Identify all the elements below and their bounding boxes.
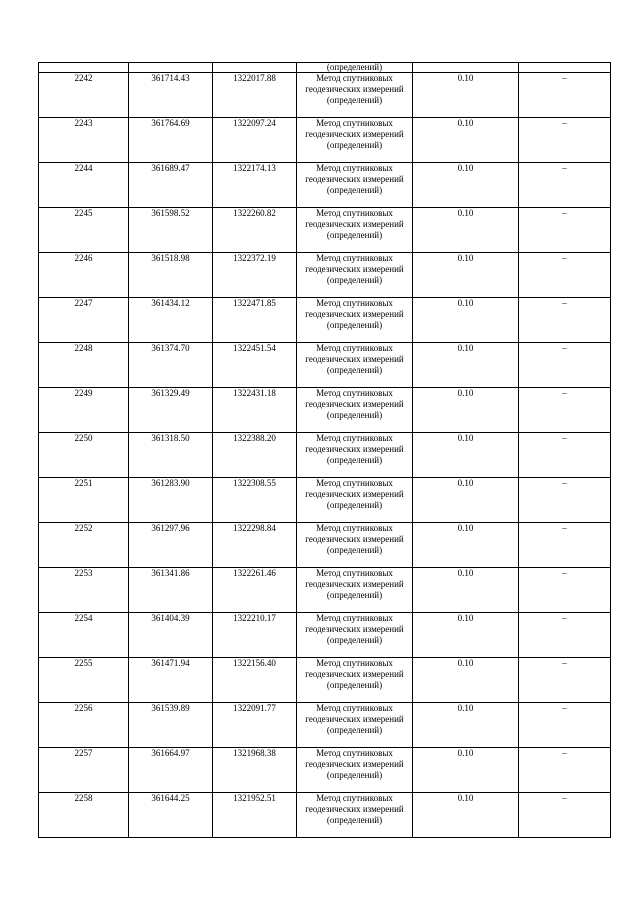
cell-x bbox=[129, 63, 213, 73]
cell-method: Метод спутниковых геодезических измерений (определений) bbox=[297, 523, 413, 568]
table-row bbox=[39, 793, 611, 838]
table-row bbox=[39, 748, 611, 793]
cell-point: 2250 bbox=[39, 433, 129, 478]
cell-point bbox=[39, 63, 129, 73]
cell-note: – bbox=[519, 568, 611, 613]
cell-method: Метод спутниковых геодезических измерений (определений) bbox=[297, 73, 413, 118]
table-row bbox=[39, 118, 611, 163]
cell-note: – bbox=[519, 748, 611, 793]
cell-note: – bbox=[519, 163, 611, 208]
cell-y: 1322388.20 bbox=[213, 433, 297, 478]
continuation-row bbox=[39, 63, 611, 73]
cell-point: 2252 bbox=[39, 523, 129, 568]
cell-accuracy: 0.10 bbox=[413, 253, 519, 298]
cell-accuracy: 0.10 bbox=[413, 658, 519, 703]
cell-note: – bbox=[519, 208, 611, 253]
cell-point: 2251 bbox=[39, 478, 129, 523]
table-row bbox=[39, 73, 611, 118]
table-row bbox=[39, 298, 611, 343]
cell-note: – bbox=[519, 73, 611, 118]
cell-point: 2245 bbox=[39, 208, 129, 253]
cell-x: 361644.25 bbox=[129, 793, 213, 838]
cell-x: 361539.89 bbox=[129, 703, 213, 748]
cell-method: Метод спутниковых геодезических измерений (определений) bbox=[297, 748, 413, 793]
cell-note: – bbox=[519, 523, 611, 568]
cell-point: 2242 bbox=[39, 73, 129, 118]
cell-y: 1322260.82 bbox=[213, 208, 297, 253]
cell-note: – bbox=[519, 298, 611, 343]
cell-y: 1322431.18 bbox=[213, 388, 297, 433]
cell-point: 2244 bbox=[39, 163, 129, 208]
cell-method: Метод спутниковых геодезических измерений (определений) bbox=[297, 568, 413, 613]
cell-method: Метод спутниковых геодезических измерений (определений) bbox=[297, 433, 413, 478]
cell-y: 1322210.17 bbox=[213, 613, 297, 658]
cell-y: 1322372.19 bbox=[213, 253, 297, 298]
cell-y: 1322298.84 bbox=[213, 523, 297, 568]
cell-method: Метод спутниковых геодезических измерений (определений) bbox=[297, 118, 413, 163]
cell-method: Метод спутниковых геодезических измерений (определений) bbox=[297, 658, 413, 703]
cell-note: – bbox=[519, 478, 611, 523]
cell-accuracy: 0.10 bbox=[413, 613, 519, 658]
cell-method: Метод спутниковых геодезических измерений (определений) bbox=[297, 208, 413, 253]
table-row bbox=[39, 703, 611, 748]
cell-accuracy: 0.10 bbox=[413, 298, 519, 343]
cell-accuracy: 0.10 bbox=[413, 793, 519, 838]
cell-note: – bbox=[519, 433, 611, 478]
cell-note: – bbox=[519, 793, 611, 838]
table-body bbox=[39, 63, 611, 838]
cell-method: Метод спутниковых геодезических измерений (определений) bbox=[297, 253, 413, 298]
cell-method: (определений) bbox=[297, 63, 413, 73]
cell-x: 361471.94 bbox=[129, 658, 213, 703]
cell-accuracy: 0.10 bbox=[413, 523, 519, 568]
cell-x: 361341.86 bbox=[129, 568, 213, 613]
table-row bbox=[39, 658, 611, 703]
cell-x: 361714.43 bbox=[129, 73, 213, 118]
cell-note bbox=[519, 63, 611, 73]
cell-y: 1322308.55 bbox=[213, 478, 297, 523]
table-row bbox=[39, 163, 611, 208]
table-row bbox=[39, 568, 611, 613]
cell-note: – bbox=[519, 343, 611, 388]
cell-x: 361598.52 bbox=[129, 208, 213, 253]
cell-y: 1322097.24 bbox=[213, 118, 297, 163]
cell-y: 1321952.51 bbox=[213, 793, 297, 838]
cell-point: 2253 bbox=[39, 568, 129, 613]
table-row bbox=[39, 208, 611, 253]
cell-point: 2256 bbox=[39, 703, 129, 748]
table-row bbox=[39, 523, 611, 568]
cell-accuracy: 0.10 bbox=[413, 433, 519, 478]
cell-accuracy: 0.10 bbox=[413, 478, 519, 523]
cell-y: 1321968.38 bbox=[213, 748, 297, 793]
cell-accuracy bbox=[413, 63, 519, 73]
cell-note: – bbox=[519, 118, 611, 163]
cell-point: 2243 bbox=[39, 118, 129, 163]
cell-note: – bbox=[519, 703, 611, 748]
cell-x: 361283.90 bbox=[129, 478, 213, 523]
cell-accuracy: 0.10 bbox=[413, 343, 519, 388]
cell-x: 361297.96 bbox=[129, 523, 213, 568]
cell-y bbox=[213, 63, 297, 73]
cell-accuracy: 0.10 bbox=[413, 703, 519, 748]
cell-x: 361434.12 bbox=[129, 298, 213, 343]
cell-method: Метод спутниковых геодезических измерений (определений) bbox=[297, 478, 413, 523]
cell-y: 1322017.88 bbox=[213, 73, 297, 118]
cell-x: 361318.50 bbox=[129, 433, 213, 478]
cell-point: 2254 bbox=[39, 613, 129, 658]
table-row bbox=[39, 253, 611, 298]
cell-x: 361764.69 bbox=[129, 118, 213, 163]
cell-y: 1322091.77 bbox=[213, 703, 297, 748]
cell-point: 2246 bbox=[39, 253, 129, 298]
cell-method: Метод спутниковых геодезических измерений (определений) bbox=[297, 793, 413, 838]
cell-accuracy: 0.10 bbox=[413, 748, 519, 793]
cell-x: 361689.47 bbox=[129, 163, 213, 208]
cell-x: 361518.98 bbox=[129, 253, 213, 298]
cell-accuracy: 0.10 bbox=[413, 208, 519, 253]
cell-y: 1322261.46 bbox=[213, 568, 297, 613]
cell-y: 1322471.85 bbox=[213, 298, 297, 343]
table-row bbox=[39, 343, 611, 388]
cell-method: Метод спутниковых геодезических измерений (определений) bbox=[297, 388, 413, 433]
table-row bbox=[39, 613, 611, 658]
cell-point: 2258 bbox=[39, 793, 129, 838]
cell-point: 2249 bbox=[39, 388, 129, 433]
cell-x: 361374.70 bbox=[129, 343, 213, 388]
table-row bbox=[39, 433, 611, 478]
table-row bbox=[39, 388, 611, 433]
coordinates-table bbox=[38, 62, 611, 838]
cell-x: 361664.97 bbox=[129, 748, 213, 793]
cell-method: Метод спутниковых геодезических измерений (определений) bbox=[297, 613, 413, 658]
cell-accuracy: 0.10 bbox=[413, 568, 519, 613]
cell-point: 2247 bbox=[39, 298, 129, 343]
cell-accuracy: 0.10 bbox=[413, 163, 519, 208]
cell-y: 1322156.40 bbox=[213, 658, 297, 703]
cell-x: 361329.49 bbox=[129, 388, 213, 433]
cell-accuracy: 0.10 bbox=[413, 73, 519, 118]
cell-x: 361404.39 bbox=[129, 613, 213, 658]
cell-accuracy: 0.10 bbox=[413, 388, 519, 433]
cell-y: 1322451.54 bbox=[213, 343, 297, 388]
cell-note: – bbox=[519, 658, 611, 703]
cell-method: Метод спутниковых геодезических измерений (определений) bbox=[297, 703, 413, 748]
cell-y: 1322174.13 bbox=[213, 163, 297, 208]
cell-point: 2255 bbox=[39, 658, 129, 703]
cell-note: – bbox=[519, 613, 611, 658]
cell-accuracy: 0.10 bbox=[413, 118, 519, 163]
cell-note: – bbox=[519, 253, 611, 298]
cell-point: 2257 bbox=[39, 748, 129, 793]
cell-method: Метод спутниковых геодезических измерений (определений) bbox=[297, 298, 413, 343]
cell-note: – bbox=[519, 388, 611, 433]
cell-method: Метод спутниковых геодезических измерений (определений) bbox=[297, 343, 413, 388]
cell-method: Метод спутниковых геодезических измерений (определений) bbox=[297, 163, 413, 208]
table-row bbox=[39, 478, 611, 523]
cell-point: 2248 bbox=[39, 343, 129, 388]
